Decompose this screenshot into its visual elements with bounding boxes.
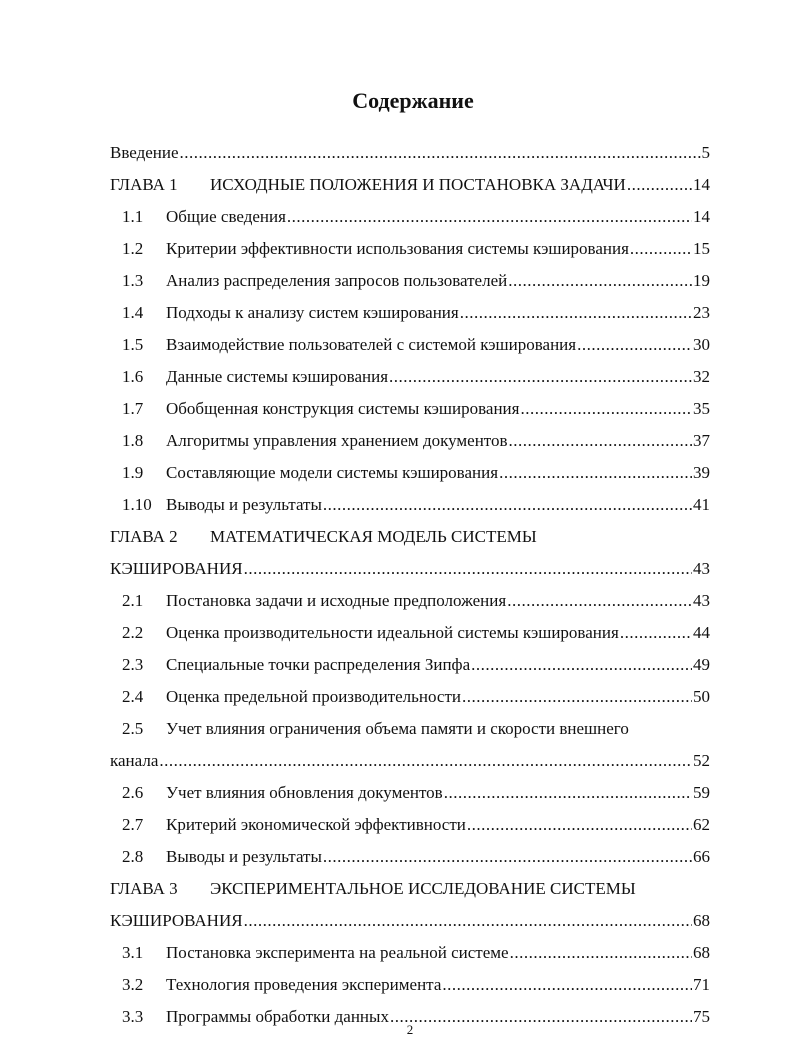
toc-page-number: 39 — [693, 463, 710, 482]
toc-entry-section[interactable] — [110, 361, 710, 393]
section-number: 2.3 — [122, 655, 144, 674]
toc-page-number: 50 — [693, 687, 710, 706]
toc-entry-title: Критерии эффективности использования системы кэширования — [166, 239, 629, 258]
toc-entry-section[interactable] — [110, 329, 710, 361]
toc-entry-title: Общие сведения — [166, 207, 286, 226]
toc-entry-title: ЭКСПЕРИМЕНТАЛЬНОЕ ИССЛЕДОВАНИЕ СИСТЕМЫ — [210, 879, 636, 898]
dot-leader — [244, 905, 692, 937]
toc-entry-title-continued: канала — [110, 751, 159, 770]
toc-entry-section[interactable] — [110, 617, 710, 649]
section-number: 1.10 — [122, 495, 152, 514]
toc-page-number: 43 — [693, 591, 710, 610]
dot-leader — [460, 297, 692, 329]
dot-leader — [509, 425, 692, 457]
section-number: 1.4 — [122, 303, 144, 322]
section-number: 1.6 — [122, 367, 144, 386]
toc-entry-section[interactable] — [110, 649, 710, 681]
toc-entry-title: Выводы и результаты — [166, 495, 322, 514]
toc-entry-chapter-1[interactable] — [110, 169, 710, 201]
toc-page-number: 59 — [693, 783, 710, 802]
toc-entry-section-2-5-continued[interactable] — [110, 745, 710, 777]
toc-entry-section[interactable] — [110, 201, 710, 233]
section-number: 1.5 — [122, 335, 144, 354]
section-number: 1.2 — [122, 239, 144, 258]
toc-page-number: 30 — [693, 335, 710, 354]
toc-entry-section[interactable] — [110, 937, 710, 969]
toc-entry-section[interactable] — [110, 681, 710, 713]
dot-leader — [520, 393, 692, 425]
toc-page-number: 68 — [693, 943, 710, 962]
toc-page-number: 5 — [701, 143, 710, 162]
toc-entry-chapter-3[interactable] — [110, 873, 636, 905]
dot-leader — [323, 489, 692, 521]
toc-entry-title: Введение — [110, 143, 179, 162]
toc-entry-section[interactable] — [110, 489, 710, 521]
toc-page-number: 66 — [693, 847, 710, 866]
section-number: 2.5 — [122, 719, 144, 738]
toc-page-number: 41 — [693, 495, 710, 514]
dot-leader — [462, 681, 692, 713]
section-number: 2.2 — [122, 623, 144, 642]
toc-page-number: 62 — [693, 815, 710, 834]
dot-leader — [323, 841, 692, 873]
chapter-number: ГЛАВА 2 — [110, 527, 178, 546]
toc-entry-title: Оценка предельной производительности — [166, 687, 461, 706]
toc-entry-title: Постановка эксперимента на реальной системе — [166, 943, 509, 962]
toc-entry-section[interactable] — [110, 297, 710, 329]
toc-entry-section[interactable] — [110, 585, 710, 617]
toc-entry-title: Взаимодействие пользователей с системой кэширования — [166, 335, 577, 354]
page-number: 2 — [406, 1022, 414, 1037]
toc-entry-title: Выводы и результаты — [166, 847, 322, 866]
toc-page-number: 75 — [693, 1007, 710, 1026]
toc-page-number: 14 — [693, 175, 710, 194]
toc-entry-title: Учет влияния обновления документов — [166, 783, 443, 802]
section-number: 2.4 — [122, 687, 144, 706]
toc-page-number: 32 — [693, 367, 710, 386]
section-number: 1.7 — [122, 399, 144, 418]
dot-leader — [627, 169, 692, 201]
toc-entry-introduction[interactable] — [110, 137, 710, 169]
toc-entry-title: Учет влияния ограничения объема памяти и скорости внешнего — [166, 719, 629, 738]
toc-page-number: 15 — [693, 239, 710, 258]
dot-leader — [507, 585, 692, 617]
section-number: 3.3 — [122, 1007, 144, 1026]
toc-entry-title: Обобщенная конструкция системы кэширования — [166, 399, 520, 418]
toc-entry-title: Программы обработки данных — [166, 1007, 389, 1026]
page-title: Содержание — [352, 88, 474, 113]
dot-leader — [471, 649, 692, 681]
toc-entry-section[interactable] — [110, 841, 710, 873]
dot-leader — [287, 201, 692, 233]
dot-leader — [159, 745, 692, 777]
toc-entry-section-2-5[interactable] — [110, 713, 629, 745]
dot-leader — [444, 777, 692, 809]
chapter-number: ГЛАВА 3 — [110, 879, 178, 898]
toc-entry-title: Алгоритмы управления хранением документов — [166, 431, 508, 450]
toc-page-number: 19 — [693, 271, 710, 290]
section-number: 2.7 — [122, 815, 144, 834]
section-number: 1.1 — [122, 207, 144, 226]
toc-entry-section[interactable] — [110, 457, 710, 489]
toc-entry-chapter-2[interactable] — [110, 521, 537, 553]
dot-leader — [180, 137, 701, 169]
toc-entry-title: Критерий экономической эффективности — [166, 815, 466, 834]
dot-leader — [244, 553, 692, 585]
toc-entry-title-continued: КЭШИРОВАНИЯ — [110, 911, 243, 930]
toc-page-number: 44 — [693, 623, 710, 642]
toc-entry-title: Оценка производительности идеальной системы кэширования — [166, 623, 619, 642]
toc-entry-section[interactable] — [110, 969, 710, 1001]
section-number: 2.1 — [122, 591, 144, 610]
toc-entry-title: МАТЕМАТИЧЕСКАЯ МОДЕЛЬ СИСТЕМЫ — [210, 527, 537, 546]
toc-entry-section[interactable] — [110, 809, 710, 841]
toc-entry-title: Анализ распределения запросов пользователей — [166, 271, 508, 290]
section-number: 3.2 — [122, 975, 144, 994]
section-number: 1.9 — [122, 463, 144, 482]
section-number: 1.8 — [122, 431, 144, 450]
toc-page-number: 49 — [693, 655, 710, 674]
toc-page-number: 37 — [693, 431, 710, 450]
dot-leader — [499, 457, 692, 489]
toc-entry-title: ИСХОДНЫЕ ПОЛОЖЕНИЯ И ПОСТАНОВКА ЗАДАЧИ — [210, 175, 626, 194]
dot-leader — [620, 617, 692, 649]
toc-page-number: 35 — [693, 399, 710, 418]
dot-leader — [577, 329, 692, 361]
toc-entry-title: Данные системы кэширования — [166, 367, 389, 386]
section-number: 1.3 — [122, 271, 144, 290]
toc-entry-section[interactable] — [110, 425, 710, 457]
section-number: 2.8 — [122, 847, 144, 866]
toc-entry-chapter-2-continued[interactable] — [110, 553, 710, 585]
toc-page-number: 43 — [693, 559, 710, 578]
toc-entry-title: Подходы к анализу систем кэширования — [166, 303, 459, 322]
toc-entry-title: Постановка задачи и исходные предположения — [166, 591, 507, 610]
toc-entry-title-continued: КЭШИРОВАНИЯ — [110, 559, 243, 578]
toc-entry-section[interactable] — [110, 265, 710, 297]
toc-entry-section[interactable] — [110, 777, 710, 809]
toc-entry-title: Специальные точки распределения Зипфа — [166, 655, 471, 674]
toc-entry-chapter-3-continued[interactable] — [110, 905, 710, 937]
toc-page-number: 52 — [693, 751, 710, 770]
section-number: 2.6 — [122, 783, 144, 802]
toc-entry-section[interactable] — [110, 233, 710, 265]
dot-leader — [510, 937, 692, 969]
toc-page-number: 68 — [693, 911, 710, 930]
toc-page-number: 23 — [693, 303, 710, 322]
dot-leader — [467, 809, 692, 841]
toc-entry-section[interactable] — [110, 393, 710, 425]
dot-leader — [442, 969, 692, 1001]
toc-page-number: 14 — [693, 207, 710, 226]
toc-page-number: 71 — [693, 975, 710, 994]
dot-leader — [389, 361, 692, 393]
section-number: 3.1 — [122, 943, 144, 962]
toc-entry-title: Составляющие модели системы кэширования — [166, 463, 499, 482]
chapter-number: ГЛАВА 1 — [110, 175, 178, 194]
toc-entry-title: Технология проведения эксперимента — [166, 975, 442, 994]
dot-leader — [508, 265, 692, 297]
dot-leader — [630, 233, 692, 265]
